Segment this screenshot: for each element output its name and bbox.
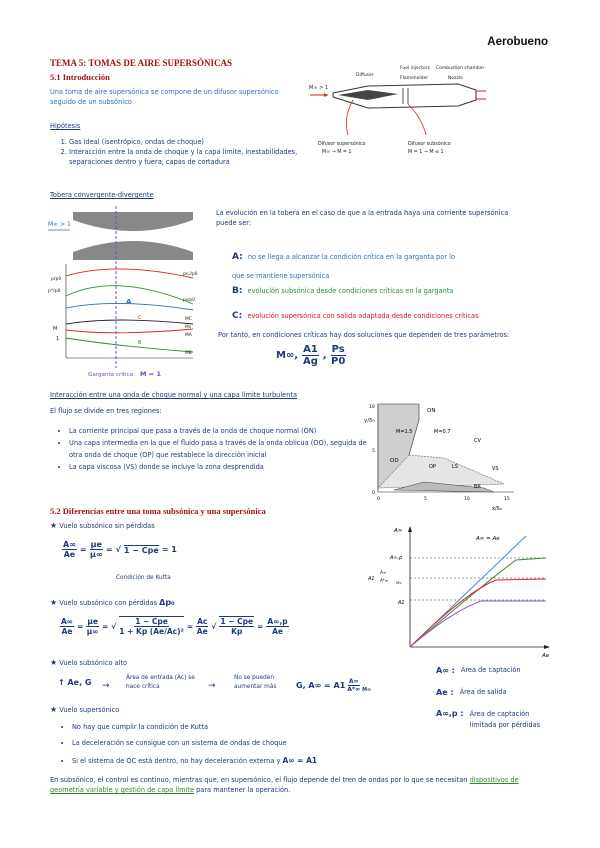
arrow-right-icon: → [208,681,216,691]
eq-part: Ae [63,550,76,559]
star-icon: ★ [50,521,58,530]
graph-top-label: A∞ = Ae [476,536,500,542]
super-item: • No hay que cumplir la condición de Kutta [72,720,412,736]
regions-list [55,426,374,473]
graph-frac-top: A∞ [380,570,387,575]
tobera-label: Tobera convergente-divergente [50,191,154,199]
case-b [232,278,532,297]
legend-symbol: Ae : [436,687,454,697]
high-arrow-text: ↑ Ae, G [58,678,92,687]
combustion-chamber-label: Combustion chamber [436,66,485,71]
region-label: BR [474,484,481,490]
region-item: • Una capa intermedia en la que el fluido pasa a través de la onda oblicua (OO), seguida de otra onda de choque (OP) que restablece la dirección inicial [69,438,374,462]
eq-part: = [257,621,264,631]
param-p0: P0 [331,356,346,367]
eq-part: Kp [231,627,243,636]
nozzle-upper-wall [73,212,193,231]
case-a [232,244,462,282]
flow-text: El flujo se divide en tres regiones: [50,407,162,415]
final-paragraph [50,775,550,795]
region-label: ON [427,408,436,414]
case-key: A: [232,252,243,262]
y-tick: 5 [372,449,375,454]
curve-label: MC [185,317,192,322]
legend-text: Área de captación [460,666,521,674]
shock-interaction-figure [364,400,524,512]
inlet-mach-label: M∞ > 1 [309,85,329,91]
case-text: evolución subsónica desde condiciones críticas en la garganta [247,287,454,295]
final-end: para mantener la operación. [196,786,291,795]
flameholder-label: Flameholder [400,76,429,81]
red-curve [410,579,546,647]
nozzle-mach-label: M∞ > 1 [48,221,71,228]
hypothesis-label: Hipótesis [50,122,81,130]
throat-label: Garganta crítica: [88,372,135,378]
graph-level2: A1 [368,576,375,582]
nozzle-lower-wall [73,241,193,260]
x-tick: 15 [504,497,510,502]
region-label: M=0.7 [434,429,451,435]
high-result [296,678,371,693]
capture-area-graph [366,522,566,662]
fuel-injectors-label: Fuel injectors [400,66,430,71]
section-heading-diff: 5.2 Diferencias entre una toma subsónica y una supersónica [50,506,266,516]
star-icon: ★ [50,705,58,714]
region-item: • La corriente principal que pasa a través de la onda de choque normal (ON) [69,426,374,438]
case-c [232,303,552,322]
hypothesis-item: 2. Interacción entre la onda de choque y la capa límite, inestabilidades, separaciones dentro y fuera, capas de cortadura [69,147,334,167]
eq-part: 1 − Cpe [220,617,254,626]
diffuser-label: Diffuser [356,73,374,78]
legend-text: Área de salida [459,688,507,697]
purple-curve [410,601,546,647]
x-tick: 10 [464,497,470,502]
final-green: dispositivos de geometría variable y gestión de capa límite [50,776,519,795]
super-item: • Si el sistema de OC está dentro, no hay deceleración externa y A∞ = A1 [72,752,412,770]
case-subsonic-title [50,520,155,532]
capture-legend [436,665,576,730]
star-icon: ★ [50,598,58,607]
eq-part: G, A∞ = A1 [296,681,346,690]
intro-text: Una toma de aire supersónica se compone de un difusor supersónico seguido de un subsónico [50,88,279,107]
brand: Aerobueno [487,36,548,48]
y-tick: 10 [369,405,375,410]
nozzle-figure [48,206,208,381]
case-title: Vuelo subsónico con pérdidas [59,599,158,607]
case-title: Vuelo supersónico [59,706,120,714]
eq-losses: $\frac{A\infty}{Ae}$ = $\frac{\mu e}{\mu\infty}$ = √ $\frac{\text{1 − Cpe}}{\text{1 + Kp (Ae/Ac)²}}$ ≃ $\frac{Ac}{Ae}$ √ $\frac{\text{1 − Cpe}}{Kp}$ = $\frac{A\infty,p}{Ae}$ [61,616,288,636]
eq-part: = [77,621,84,631]
curve-label: MA [185,333,192,338]
graph-level1: A∞,p [390,555,403,561]
eq-part: Ae [196,626,208,636]
param-ps: Ps [331,344,345,355]
curve-mark-a: A [126,298,132,306]
eq-part: μ∞ [89,550,103,559]
case-high-title [50,657,127,669]
param-ag: Ag [302,356,318,367]
case-text: no se llega a alcanzar la condición crítica en la garganta por lo que se mantiene supersónica [232,253,456,280]
kutta-note: Condición de Kutta [116,575,171,581]
interaction-label: Interacción entre una onda de choque normal y una capa límite turbulenta [50,391,298,399]
x-axis-label: x/δ₀ [492,506,502,512]
axis-one-label: 1 [56,336,60,342]
axis-pstar-label: p*/p0 [48,289,61,294]
case-text: evolución supersónica con salida adaptada desde condiciones críticas [247,312,479,320]
eq-part: A∞ [61,616,74,626]
curve-mark-c: C [138,315,142,321]
case-symbol: Δp₀ [159,598,175,607]
sup-diffuser-label: Difusor supersónico [318,142,366,147]
eq-subsonic: $\frac{A\infty}{Ae}$ = $\frac{\mu e}{\mu\infty}$ = √ 1 − Cpe ≃ 1 [63,540,177,559]
curve-label: MB [185,351,192,356]
graph-x-label: Ae [542,653,550,659]
eq-part: = [79,545,87,554]
eq-part: μ∞ [86,626,99,636]
sup-diffuser-sub: M∞ → M = 1 [322,150,352,155]
eq-part: μe [87,616,98,626]
legend-text: Área de captación limitada por pérdidas [469,710,541,729]
high-mid2-text: No se pueden aumentar más [234,675,277,690]
high-mid-text: Área de entrada (Ac) se hace crítica [126,675,195,690]
sub-diffuser-label: Difusor subsónico [408,142,451,147]
eq-part: = [105,545,113,554]
case-losses-title [50,597,175,609]
region-label: M=1.5 [396,429,413,435]
page-title: TEMA 5: TOMAS DE AIRE SUPERSÓNICAS [50,58,232,68]
params-equation: M∞, $\frac{A1}{Ag}$ , $\frac{Ps}{P0}$ [276,344,346,367]
param-a1: A1 [303,344,318,355]
y-axis-label: y/δ₀ [364,418,375,424]
param-m: M∞, [276,350,299,361]
legend-symbol: A∞ : [436,665,455,675]
axis-p-label: p/p0 [51,277,62,282]
eq-part: Ae [61,626,73,636]
eq-part: A*∞ [347,686,361,693]
case-key: C: [232,311,243,321]
hypothesis-list [55,137,334,168]
eq-part: 1 − Cpe [135,617,168,626]
eq-part: = [101,621,109,631]
curve-label: Ms [185,325,191,330]
super-item: • La deceleración se consigue con un sistema de ondas de choque [72,736,412,752]
region-label: LS [452,464,458,470]
y-tick: 0 [372,491,375,496]
eq-part: A∞ [63,540,76,549]
region-item: • La capa viscosa (VS) donde se incluye la zona desprendida [69,462,374,474]
final-text: En subsónico, el control es continuo, mientras que, en supersónico, el flujo depende del tren de ondas por lo que se necesitan [50,776,468,784]
region-label: OP [429,464,436,470]
curve-label: ps/p0 [183,298,195,303]
region-label: CV [474,438,481,444]
section-heading-intro: 5.1 Introducción [50,72,110,82]
supersonic-list [58,720,412,770]
params-text: Por tanto, en condiciones críticas hay dos soluciones que dependen de tres parámetros: [218,331,510,339]
eq-part: Ac [197,616,208,626]
graph-level3: A1 [398,600,405,606]
region-label: OD [390,458,399,464]
legend-item [436,665,576,675]
super-eq: A∞ = A1 [282,755,318,765]
x-tick: 5 [424,497,427,502]
eq-part: ≃ [186,621,194,631]
curve-mark-b: B [138,340,142,346]
nozzle-label: Nozzle [448,76,463,81]
evolution-text: La evolución en la tobera en el caso de que a la entrada haya una corriente supersónica puede ser: [216,209,509,228]
case-title: Vuelo subsónico sin pérdidas [59,522,155,530]
eq-part: A∞,p [267,616,288,626]
case-key: B: [232,286,243,296]
graph-y-label: A∞ [394,528,403,534]
eq-part: ≃ 1 [161,545,177,554]
throat-mach: M = 1 [140,370,161,378]
graph-frac-bot: A*∞ [380,578,389,583]
x-tick: 0 [377,497,380,502]
star-icon: ★ [50,658,58,667]
eq-part: M∞ [362,687,372,693]
ramjet-diagram [308,60,488,165]
sub-diffuser-sub: M = 1 → M ≤ 1 [408,150,444,155]
region-label: VS [492,466,499,472]
legend-item [436,687,576,697]
eq-part: 1 − Cpe [123,545,159,555]
case-title: Vuelo subsónico alto [59,659,128,667]
eq-part: 1 + Kp (Ae/Ac)² [119,627,184,636]
eq-part: A∞ [348,678,359,685]
legend-item [436,709,576,729]
case-super-title [50,704,119,716]
legend-symbol: A∞,p : [436,709,464,719]
eq-part: Ae [272,626,283,636]
curve-label: ps,i/p0 [183,272,198,277]
eq-part: μe [90,540,102,549]
arrow-right-icon: → [102,681,110,691]
graph-msub: M∞ [396,581,402,585]
axis-m-label: M [53,326,58,332]
hypothesis-item: 1. Gas ideal (isentrópico, ondas de choque) [69,137,334,147]
